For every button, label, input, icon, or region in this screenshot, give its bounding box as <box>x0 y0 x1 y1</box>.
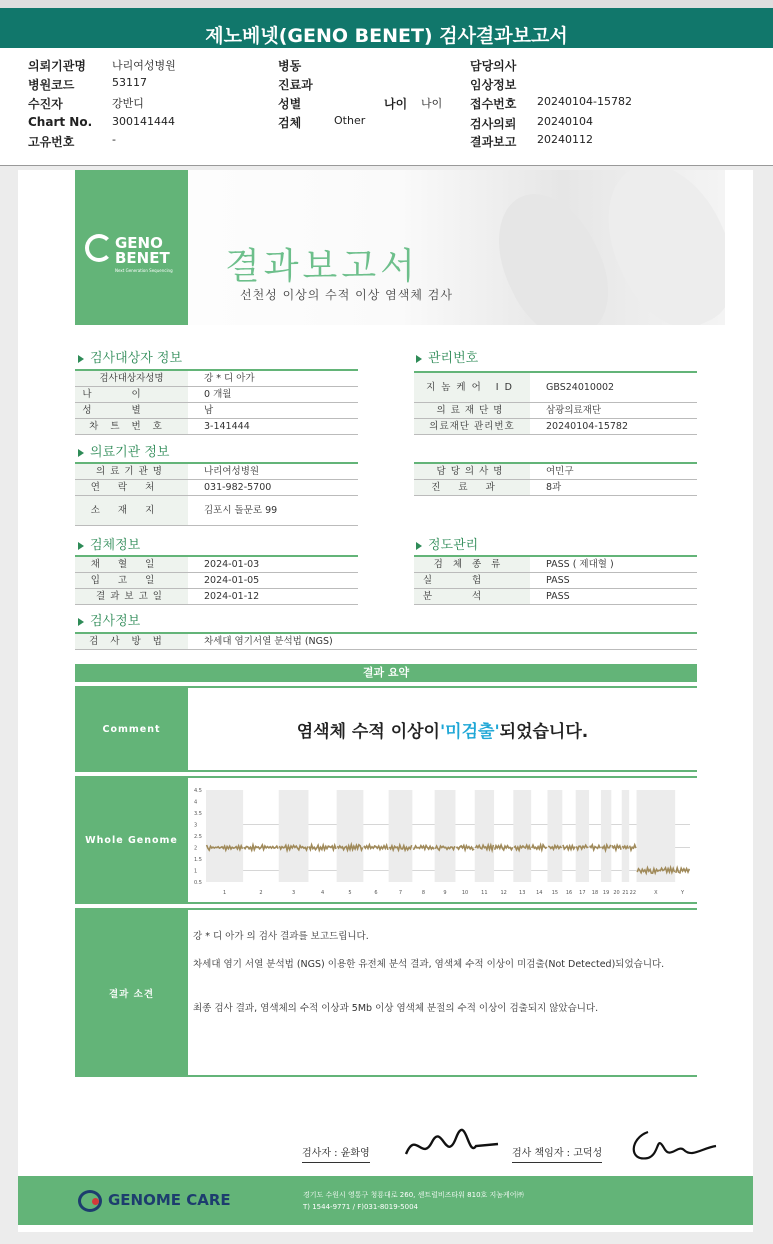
header-value: 20240104-15782 <box>537 95 632 108</box>
comment-highlight: '미검출' <box>439 721 500 742</box>
x-tick-label: 18 <box>591 890 599 896</box>
subject-table <box>75 369 358 435</box>
row-key: 의료재단 관리번호 <box>414 419 530 434</box>
header-label: 고유번호 <box>28 135 75 149</box>
copy-number-trace <box>495 845 513 850</box>
row-key: 의료재단명 <box>414 403 530 418</box>
x-tick-label: 22 <box>629 890 637 896</box>
table-row <box>75 634 697 650</box>
triangle-bullet-icon <box>416 542 422 550</box>
examiner-signature-mark <box>402 1124 502 1166</box>
row-key: 소재지 <box>75 496 188 525</box>
row-key: 결과보고일 <box>75 589 188 604</box>
opinion-label: 결과 소견 <box>75 910 188 1075</box>
comment-part: 염색체 수적 이상이 <box>296 721 440 742</box>
chromosome-series-21 <box>622 846 628 849</box>
header-label: 나이 <box>384 97 408 111</box>
x-tick-label: 3 <box>292 890 296 896</box>
report-header <box>0 48 773 166</box>
row-key: 분석 <box>414 589 530 604</box>
opinion-line: 강 * 디 아가 의 검사 결과를 보고드립니다. <box>193 931 369 942</box>
chromosome-band <box>206 790 243 882</box>
row-key: 나이 <box>75 387 188 402</box>
result-summary-bar: 결과 요약 <box>75 664 697 682</box>
chromosome-series-4 <box>309 845 336 850</box>
baby-foot-image <box>478 177 627 325</box>
report-title: 제노베넷(GENO BENET) 검사결과보고서 <box>0 0 773 48</box>
header-value: 300141444 <box>112 115 175 128</box>
y-tick-label: 3.5 <box>194 811 202 817</box>
triangle-bullet-icon <box>416 355 422 363</box>
row-key: 차트번호 <box>75 419 188 434</box>
row-value: 삼광의료재단 <box>546 405 602 416</box>
copy-number-trace <box>622 846 628 849</box>
table-row <box>75 480 358 496</box>
table-row <box>414 373 697 403</box>
table-row <box>75 371 358 387</box>
chromosome-series-20 <box>612 845 621 850</box>
table-row <box>75 387 358 403</box>
header-label: 수진자 <box>28 97 63 111</box>
row-value: 3-141444 <box>204 421 250 432</box>
x-tick-label: 19 <box>602 890 610 896</box>
header-label: 임상정보 <box>470 78 517 92</box>
chromosome-band <box>622 790 629 882</box>
row-value: 20240104-15782 <box>546 421 629 432</box>
section-title-mgmt <box>416 347 478 366</box>
chromosome-series-22 <box>630 845 636 850</box>
copy-number-trace <box>532 845 547 850</box>
comment-part: 되었습니다. <box>499 721 589 742</box>
y-tick-label: 3 <box>194 822 198 829</box>
opinion-line: 차세대 염기 서열 분석법 (NGS) 이용한 유전체 분석 결과, 염색체 수적 이상이 미검출(Not Detected)되었습니다. <box>193 959 665 970</box>
opinion-line: 최종 검사 결과, 염색체의 수적 이상과 5Mb 이상 염색체 분절의 수적 이상이 검출되지 않았습니다. <box>193 1003 599 1014</box>
geno-benet-logo-icon <box>85 234 113 262</box>
table-row <box>75 589 358 605</box>
copy-number-trace <box>676 868 690 873</box>
chromosome-band <box>337 790 364 882</box>
chromosome-series-18 <box>590 845 601 850</box>
chromosome-band <box>547 790 562 882</box>
section-title-text: 검사정보 <box>90 614 141 629</box>
row-key: 채혈일 <box>75 557 188 572</box>
row-key: 검사대상자성명 <box>75 371 188 386</box>
x-tick-label: 7 <box>398 890 403 896</box>
section-title-text: 검사대상자 정보 <box>90 351 183 366</box>
row-value: 남 <box>204 405 214 416</box>
row-value: 2024-01-12 <box>204 591 260 602</box>
row-value: PASS <box>546 591 570 602</box>
chromosome-band <box>389 790 413 882</box>
row-value: 031-982-5700 <box>204 482 272 493</box>
x-tick-label: 2 <box>259 890 263 896</box>
section-title-institution <box>78 441 169 460</box>
examiner-signature: 검사자 : 윤화영 <box>302 1144 370 1163</box>
x-tick-label: 9 <box>443 890 447 896</box>
doctor-table <box>414 462 697 496</box>
header-label: Chart No. <box>28 115 93 129</box>
logo-dot-icon <box>92 1198 99 1205</box>
table-row <box>75 419 358 435</box>
header-value: 53117 <box>112 76 147 89</box>
footer-phone: T) 1544-9771 / F)031-8019-5004 <box>303 1203 418 1211</box>
copy-number-trace <box>413 846 434 850</box>
chromosome-series-Y <box>676 868 690 873</box>
qc-table <box>414 555 697 605</box>
row-value: 여민구 <box>546 466 574 477</box>
table-row <box>414 573 697 589</box>
x-tick-label: 21 <box>622 890 629 896</box>
x-tick-label: 17 <box>579 890 586 896</box>
copy-number-trace <box>456 846 474 850</box>
copy-number-trace <box>612 845 621 850</box>
row-key: 검체종류 <box>414 557 530 572</box>
x-tick-label: 15 <box>551 890 559 896</box>
row-value: GBS24010002 <box>546 382 615 393</box>
header-label: 접수번호 <box>470 97 517 111</box>
y-tick-label: 1.5 <box>194 857 202 863</box>
banner-subtitle: 선천성 이상의 수적 이상 염색체 검사 <box>240 288 453 302</box>
header-label: 진료과 <box>278 78 313 92</box>
table-row <box>75 403 358 419</box>
x-tick-label: 14 <box>536 890 543 896</box>
y-tick-label: 2 <box>194 845 198 852</box>
x-tick-label: 12 <box>500 890 507 896</box>
row-value: 강 * 디 아가 <box>204 373 255 384</box>
row-value: 8과 <box>546 482 562 493</box>
row-key: 입고일 <box>75 573 188 588</box>
copy-number-trace <box>563 845 575 850</box>
row-value: 나리여성병원 <box>204 466 260 477</box>
row-key: 실험 <box>414 573 530 588</box>
logo-line: GENO <box>115 234 163 252</box>
table-row <box>414 403 697 419</box>
report-footer <box>18 1176 753 1225</box>
chromosome-series-16 <box>563 845 575 850</box>
row-key: 연락처 <box>75 480 188 495</box>
header-label: 병동 <box>278 59 302 73</box>
table-row <box>414 419 697 435</box>
triangle-bullet-icon <box>78 618 84 626</box>
row-key: 성별 <box>75 403 188 418</box>
brand-panel <box>75 170 188 325</box>
section-title-text: 관리번호 <box>428 351 479 366</box>
chromosome-band <box>279 790 309 882</box>
section-title-specimen <box>78 534 140 553</box>
header-label: 담당의사 <box>470 59 517 73</box>
table-row <box>75 557 358 573</box>
header-value: - <box>112 133 116 146</box>
director-signature-mark <box>620 1120 720 1170</box>
header-label: 검사의뢰 <box>470 117 517 131</box>
x-tick-label: 5 <box>348 890 352 896</box>
section-title-subject <box>78 347 182 366</box>
triangle-bullet-icon <box>78 542 84 550</box>
y-tick-label: 1 <box>194 868 198 875</box>
footer-contact <box>303 1189 524 1213</box>
row-key: 지놈케어 ID <box>414 373 530 402</box>
report-banner <box>75 170 725 325</box>
mgmt-table <box>414 371 697 435</box>
row-value: 김포시 돌문로 99 <box>204 505 278 516</box>
x-tick-label: 13 <box>519 890 526 896</box>
table-row <box>75 573 358 589</box>
y-tick-label: 4 <box>194 799 198 806</box>
banner-title: 결과보고서 <box>225 246 419 287</box>
header-label: 의뢰기관명 <box>28 59 86 73</box>
chromosome-series-8 <box>413 846 434 850</box>
row-key: 의료기관명 <box>75 464 188 479</box>
x-tick-label: X <box>654 890 658 896</box>
row-key: 진료과 <box>414 480 530 495</box>
section-title-qc <box>416 534 478 553</box>
copy-number-trace <box>630 845 636 850</box>
method-table <box>75 632 697 650</box>
chromosome-band <box>601 790 611 882</box>
copy-number-trace <box>364 845 388 850</box>
header-value: Other <box>334 114 366 127</box>
section-title-method <box>78 610 140 629</box>
chromosome-band <box>475 790 494 882</box>
chromosome-series-14 <box>532 845 547 850</box>
comment-block <box>75 686 697 772</box>
section-title-text: 정도관리 <box>428 538 479 553</box>
row-value: PASS <box>546 575 570 586</box>
logo-line: BENET <box>115 249 170 267</box>
header-value: 강반디 <box>112 97 144 110</box>
whole-genome-chart <box>192 782 692 900</box>
y-tick-label: 0.5 <box>194 880 202 886</box>
header-value: 20240104 <box>537 115 593 128</box>
table-row <box>75 496 358 526</box>
copy-number-trace <box>244 845 278 850</box>
x-tick-label: 16 <box>565 890 573 896</box>
header-label: 성별 <box>278 97 302 111</box>
copy-number-trace <box>590 845 601 850</box>
header-label: 검체 <box>278 116 302 130</box>
section-title-text: 의료기관 정보 <box>90 445 170 460</box>
specimen-table <box>75 555 358 605</box>
row-key: 담당의사명 <box>414 464 530 479</box>
x-tick-label: 20 <box>613 890 620 896</box>
x-tick-label: 4 <box>320 890 325 896</box>
chromosome-series-6 <box>364 845 388 850</box>
whole-genome-block <box>75 776 697 904</box>
row-value: 차세대 염기서열 분석법 (NGS) <box>204 636 333 647</box>
table-row <box>414 557 697 573</box>
row-key: 검사방법 <box>75 634 188 649</box>
chromosome-band <box>576 790 589 882</box>
header-label: 병원코드 <box>28 78 75 92</box>
header-value: 나이 <box>421 97 443 110</box>
row-value: 2024-01-03 <box>204 559 260 570</box>
brand-logo-text <box>115 236 170 266</box>
chromosome-series-2 <box>244 845 278 850</box>
institution-table <box>75 462 358 526</box>
x-tick-label: 11 <box>481 890 488 896</box>
copy-number-trace <box>309 845 336 850</box>
y-tick-label: 4.5 <box>194 788 202 794</box>
row-value: 2024-01-05 <box>204 575 260 586</box>
row-value: 0 개월 <box>204 389 232 400</box>
opinion-block <box>75 908 697 1077</box>
triangle-bullet-icon <box>78 449 84 457</box>
table-row <box>414 480 697 496</box>
header-label: 결과보고 <box>470 135 517 149</box>
comment-text <box>188 688 697 770</box>
table-row <box>414 464 697 480</box>
whole-genome-label: Whole Genome <box>75 778 188 902</box>
y-tick-label: 2.5 <box>194 834 202 840</box>
x-tick-label: 8 <box>421 890 426 896</box>
logo-tagline: Next Generation Sequencing <box>115 268 173 273</box>
chromosome-series-10 <box>456 846 474 850</box>
chromosome-series-12 <box>495 845 513 850</box>
director-signature: 검사 책임자 : 고덕성 <box>512 1144 602 1163</box>
x-tick-label: 10 <box>461 890 469 896</box>
x-tick-label: Y <box>681 890 685 896</box>
chromosome-band <box>435 790 456 882</box>
section-title-text: 검체정보 <box>90 538 141 553</box>
x-tick-label: 1 <box>222 890 227 896</box>
x-tick-label: 6 <box>374 890 378 896</box>
row-value: PASS ( 제대혈 ) <box>546 559 614 570</box>
chromosome-band <box>513 790 531 882</box>
table-row <box>75 464 358 480</box>
header-value: 20240112 <box>537 133 593 146</box>
footer-address: 경기도 수원시 영통구 청룡대로 260, 센트럴비즈타워 810호 지놈케어㈜ <box>303 1191 524 1199</box>
table-row <box>414 589 697 605</box>
header-value: 나리여성병원 <box>112 59 176 72</box>
comment-label: Comment <box>75 688 188 770</box>
footer-brand: GENOME CARE <box>108 1191 231 1209</box>
triangle-bullet-icon <box>78 355 84 363</box>
